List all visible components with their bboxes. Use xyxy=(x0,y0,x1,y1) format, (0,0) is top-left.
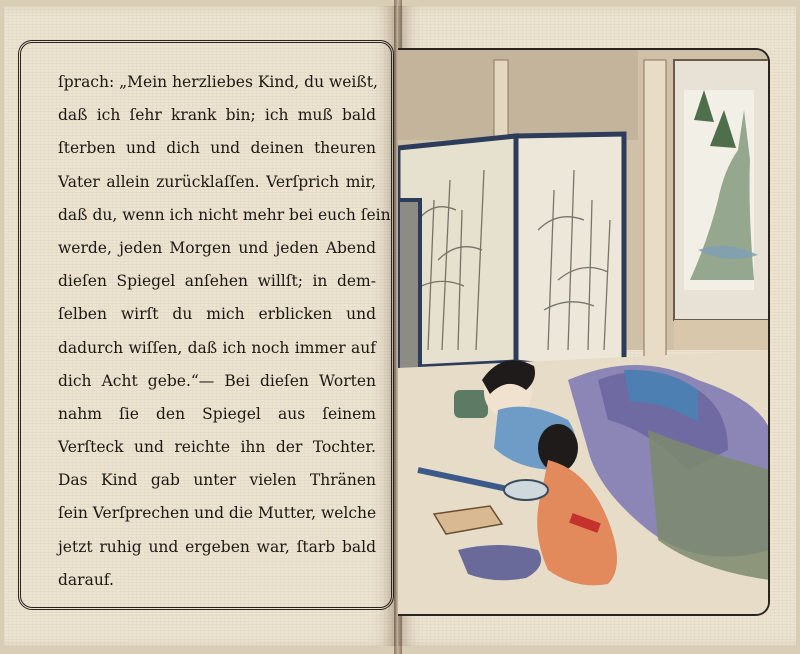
illustration-frame xyxy=(398,48,770,616)
text-line: ſein Verſprechen und die Mutter, welche xyxy=(58,504,377,523)
text-line: ſprach: „Mein herzliebes Kind, du weißt, xyxy=(58,73,378,91)
text-line: Vater allein zurücklaſſen. Verſprich mir, xyxy=(58,172,376,191)
text-line: dieſen Spiegel anſehen willſt; in dem- xyxy=(58,272,376,291)
text-line: ſterben und dich und deinen theuren xyxy=(58,139,376,158)
text-line: ſelben wirſt du mich erblicken und xyxy=(58,305,376,324)
woodblock-illustration xyxy=(398,50,770,616)
text-line: dich Acht gebe.“— Bei dieſen Worten xyxy=(58,371,376,390)
text-line: darauf. xyxy=(58,570,114,589)
text-line: daß du, wenn ich nicht mehr bei euch ſein xyxy=(58,205,391,224)
text-line: nahm ſie den Spiegel aus ſeinem xyxy=(58,404,376,423)
text-line: Verſteck und reichte ihn der Tochter. xyxy=(58,438,376,457)
text-line: dadurch wiſſen, daß ich noch immer auf xyxy=(58,338,376,357)
text-line: daß ich ſehr krank bin; ich muß bald xyxy=(58,106,376,125)
story-text xyxy=(58,66,391,597)
text-line: Das Kind gab unter vielen Thränen xyxy=(58,471,376,490)
text-line: werde, jeden Morgen und jeden Abend xyxy=(58,238,376,257)
text-line: jetzt ruhig und ergeben war, ſtarb bald xyxy=(58,537,376,556)
